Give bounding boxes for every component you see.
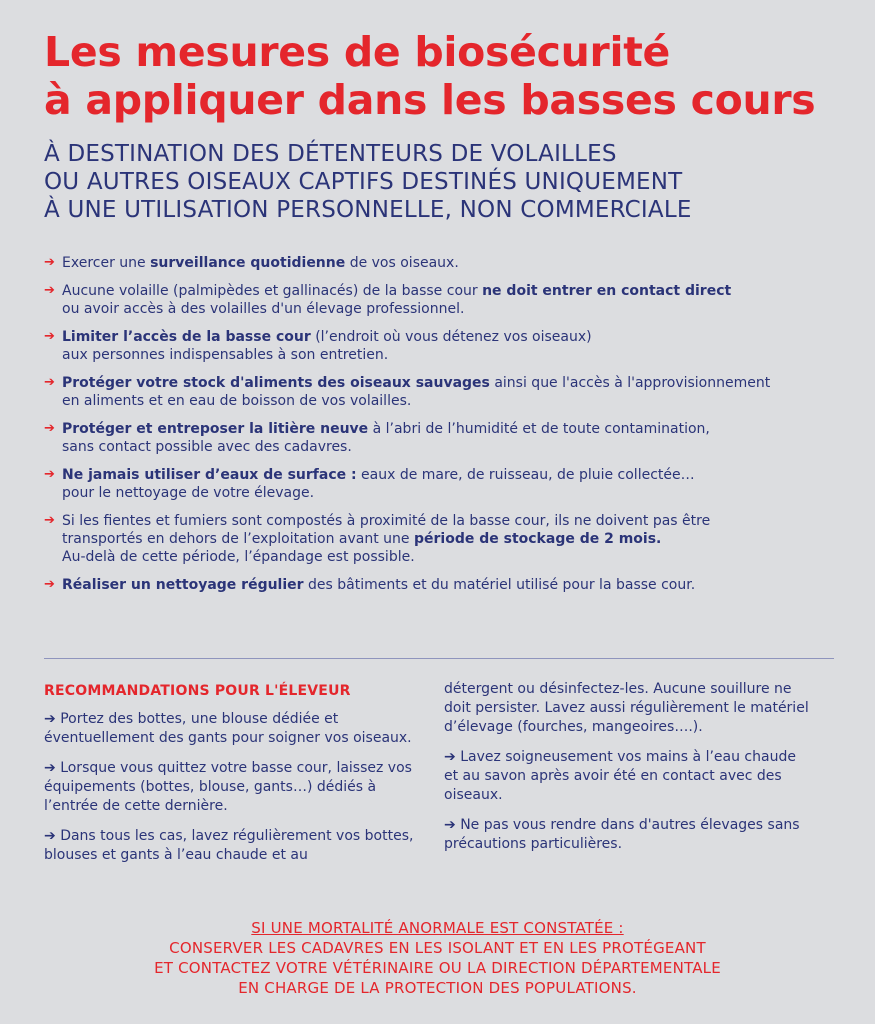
subtitle-line-2: OU AUTRES OISEAUX CAPTIFS DESTINÉS UNIQUEMENT [44,169,683,195]
arrow-right-icon: ➔ [44,255,55,270]
recommendations-title: RECOMMANDATIONS POUR L'ÉLEVEUR [44,683,351,699]
recommendations-column-left [44,680,414,876]
section-divider [44,658,834,659]
arrow-right-icon: ➔ [444,817,456,833]
recommendation-item: ➔ Dans tous les cas, lavez régulièrement vos bottes, blouses et gants à l’eau chaude et au [44,828,414,863]
measure-item-4: ➔ Protéger votre stock d'aliments des oiseaux sauvages ainsi que l'accès à l'approvisionnement en aliments et en eau de boisson de vos volailles. [44,375,771,409]
measure-item-2: ➔ Aucune volaille (palmipèdes et gallinacés) de la basse cour ne doit entrer en contact direct ou avoir accès à des volailles d'un élevage professionnel. [44,283,732,317]
arrow-right-icon: ➔ [44,329,55,344]
measures-list [44,254,835,594]
recommendation-item: ➔ Ne pas vous rendre dans d'autres élevages sans précautions particulières. [444,817,800,852]
measure-item-1: ➔ Exercer une surveillance quotidienne de vos oiseaux. [44,255,459,271]
alert-line-1: SI UNE MORTALITÉ ANORMALE EST CONSTATÉE : [251,919,624,937]
alert-line-2: CONSERVER LES CADAVRES EN LES ISOLANT ET EN LES PROTÉGEANT [169,939,706,957]
arrow-right-icon: ➔ [44,467,55,482]
arrow-right-icon: ➔ [44,828,56,844]
recommendation-item: ➔ Lavez soigneusement vos mains à l’eau chaude et au savon après avoir été en contact avec des oiseaux. [444,749,796,803]
recommendation-item: ➔ Portez des bottes, une blouse dédiée et éventuellement des gants pour soigner vos oiseaux. [44,711,412,746]
measure-item-6: ➔ Ne jamais utiliser d’eaux de surface : eaux de mare, de ruisseau, de pluie collectée… pour le nettoyage de votre élevage. [44,467,695,501]
title-line-1: Les mesures de biosécurité [44,28,671,76]
page-title [44,0,835,124]
measure-item-5: ➔ Protéger et entreposer la litière neuve à l’abri de l’humidité et de toute contamination, sans contact possible avec des cadavres. [44,421,710,455]
subtitle-line-1: À DESTINATION DES DÉTENTEURS DE VOLAILLES [44,141,617,167]
measure-item-3: ➔ Limiter l’accès de la basse cour (l’endroit où vous détenez vos oiseaux) aux personnes indispensables à son entretien. [44,329,592,363]
arrow-right-icon: ➔ [44,711,56,727]
arrow-right-icon: ➔ [44,375,55,390]
subtitle-line-3: À UNE UTILISATION PERSONNELLE, NON COMMERCIALE [44,197,692,223]
page-subtitle [44,140,835,224]
recommendations-column-right [444,680,814,876]
title-line-2: à appliquer dans les basses cours [44,76,816,124]
measure-item-8: ➔ Réaliser un nettoyage régulier des bâtiments et du matériel utilisé pour la basse cour. [44,577,696,593]
arrow-right-icon: ➔ [444,749,456,765]
recommendation-item-continued: détergent ou désinfectez-les. Aucune souillure ne doit persister. Lavez aussi régulièrement le matériel d’élevage (fourches, mangeoires….). [444,681,809,735]
alert-line-4: EN CHARGE DE LA PROTECTION DES POPULATIONS. [238,979,637,997]
recommendation-item: ➔ Lorsque vous quittez votre basse cour, laissez vos équipements (bottes, blouse, gants…) dédiés à l’entrée de cette dernière. [44,760,412,814]
alert-line-3: ET CONTACTEZ VOTRE VÉTÉRINAIRE OU LA DIRECTION DÉPARTEMENTALE [154,959,721,977]
arrow-right-icon: ➔ [44,513,55,528]
arrow-right-icon: ➔ [44,577,55,592]
recommendations-section [44,680,844,876]
arrow-right-icon: ➔ [44,283,55,298]
mortality-alert [0,918,875,998]
arrow-right-icon: ➔ [44,760,56,776]
arrow-right-icon: ➔ [44,421,55,436]
measure-item-7: ➔ Si les fientes et fumiers sont compostés à proximité de la basse cour, ils ne doivent pas être transportés en dehors de l’exploitation avant une période de stockage de 2 mois. Au-delà de cette période, l’épandage est possible. [44,513,711,565]
